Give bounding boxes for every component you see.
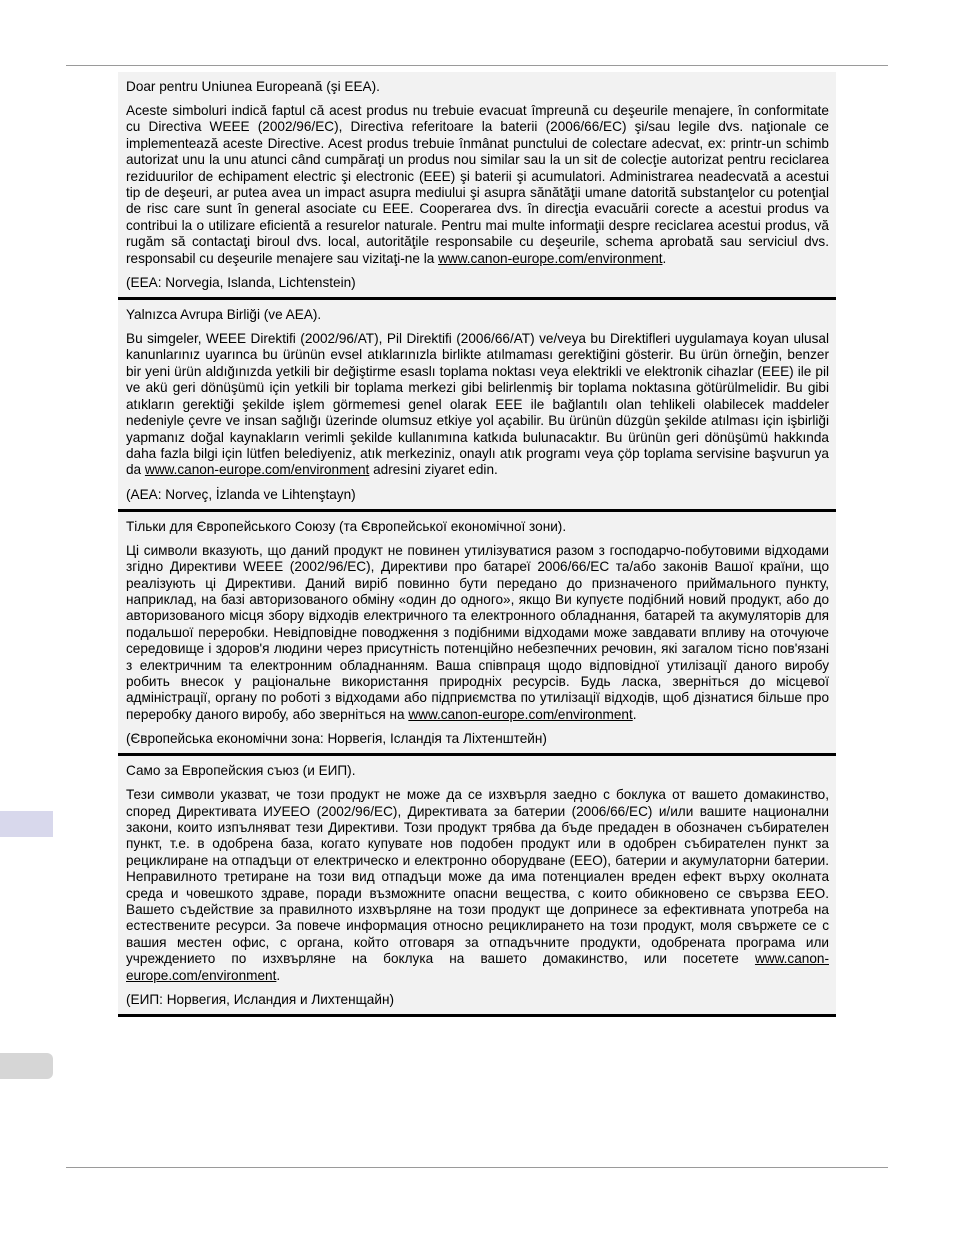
section-note: (Європейська економічни зона: Норвегія, Ісландія та Ліхтенштейн)	[126, 731, 547, 747]
section-body	[126, 103, 829, 267]
header-rule	[66, 65, 888, 66]
footer-rule	[66, 1167, 888, 1168]
section-body-end: adresini ziyaret edin.	[369, 462, 498, 478]
section-ukrainian	[118, 512, 836, 756]
section-body-text: Bu simgeler, WEEE Direktifi (2002/96/AT), Pil Direktifi (2006/66/AT) ve/veya bu Direktifleri uygulamaya koyan ulusal kanunlarınız uyarınca bu ürünün evsel atıklarınızla birlikte atılmaması gerektiğini gösterir. Bu ürün örneğin, benzer bir yeni ürün aldığınızda yetkili bir değiştirme esaslı toplama noktası veya elektrikli ve elektronik cihazlar (EEE) ile pil ve akü geri dönüşümü için yetkili bir toplama merkezi gibi belirlenmiş bir toplama noktasına götürülmelidir. Bu gibi atıkların gerektiği şekilde işlem görmemesi genel olarak EEE ile bağlantılı olan tehlikeli olabilecek maddeler nedeniyle çevre ve insan sağlığı üzerinde olumsuz etkiye yol açabilir. Bu ürünün düzgün şekilde atılması için işbirliği yapmanız doğal kaynakların verimli şekilde kullanımına katkıda bulunacaktır. Bu ürünün geri dönüşümü hakkında daha fazla bilgi için lütfen belediyeniz, atık merkeziniz, onaylı atık programı veya çöp toplama servisine başvurun ya da	[126, 331, 829, 478]
section-bulgarian	[118, 756, 836, 1017]
section-body-text: Aceste simboluri indică faptul că acest produs nu trebuie evacuat împreună cu deşeurile menajere, în conformitate cu Directiva WEEE (2002/96/EC), Directiva referitoare la baterii (2006/66/EC) şi/sau legile dvs. naţionale ce implementează aceste Directive. Acest produs trebuie înmânat punctului de colectare adecvat, ex: printr-un schimb autorizat unu la unu atunci când cumpăraţi un produs nou similar sau la un sit de colecţie autorizat pentru reciclarea reziduurilor de echipament electric şi electronic (EEE) şi baterii şi acumulatori. Administrarea neadecvată a acestui tip de deşeuri, ar putea avea un impact asupra mediului şi asupra sănătăţii umane datorită substanţelor cu potenţial de risc care sunt în general asociate cu EEE. Cooperarea dvs. în direcţia evacuării corecte a acestui produs va contribui la o utilizare eficientă a resurelor naturale. Pentru mai multe informaţii despre reciclarea acestui produs, vă rugăm să contactaţi biroul dvs. local, autorităţile responsabile cu deşeurile, schema aprobată sau serviciul dvs. responsabil cu deşeurile menajere sau vizitaţi-ne la	[126, 103, 829, 266]
environment-link[interactable]: www.canon-europe.com/environment	[438, 250, 663, 266]
section-turkish	[118, 300, 836, 512]
side-index-tab[interactable]	[0, 811, 53, 837]
section-body-end: .	[632, 706, 637, 722]
side-index-tab-secondary[interactable]	[0, 1053, 53, 1079]
section-title: Тільки для Європейського Союзу (та Європейської економічної зони).	[126, 518, 567, 534]
section-romanian	[118, 72, 836, 300]
content-area	[118, 72, 836, 1017]
section-body	[126, 543, 829, 723]
section-title: Само за Европейския съюз (и ЕИП).	[126, 763, 356, 779]
section-body-end: .	[276, 967, 281, 983]
section-note: (EEA: Norvegia, Islanda, Lichtenstein)	[126, 275, 356, 291]
section-body-text: Тези символи указват, че този продукт не може да се изхвърля заедно с боклука от вашето домакинство, според Директивата ИУЕЕО (2002/96/ЕС), Директивата за батерии (2006/66/ЕС) и/или вашите национални закони, които изпълняват тези Директиви. Този продукт трябва да бъде предаден в обозначен събирателен пункт, т.е. в одобрена база, когато купувате нов подобен продукт или в одобрен събирателен пункт за рециклиране на отпадъци от електрическо и електронно оборудване (ЕЕО), батерии и акумулаторни батерии. Неправилното третиране на този вид отпадъци може да има потенциален вреден ефект върху околната среда и човешкото здраве, поради възможните опасни вещества, с които обикновено се свързва ЕЕО. Вашето съдействие за правилното изхвърляне на този продукт ще допринесе за ефективната употреба на естествените ресурси. За повече информация относно рециклирането на този продукт, моля свържете се с вашия местен офис, с органа, който отговаря за отпадъчните продукти, одобрената програма или учреждението по изхвърляне на боклука на вашето домакинство, или посетете	[126, 787, 829, 967]
section-note: (AEA: Norveç, İzlanda ve Lihtenştayn)	[126, 486, 356, 502]
environment-link[interactable]: www.canon-europe.com/environment	[408, 706, 633, 722]
environment-link[interactable]: www.canon-europe.com/environment	[126, 951, 829, 983]
section-body	[126, 787, 829, 984]
section-body-end: .	[662, 250, 667, 266]
section-title: Yalnızca Avrupa Birliği (ve AEA).	[126, 307, 322, 323]
section-title: Doar pentru Uniunea Europeană (şi EEA).	[126, 79, 380, 94]
section-body-text: Ці символи вказують, що даний продукт не повинен утилізуватися разом з господарчо-побутовими відходами згідно Директиви WEEE (2002/96/EC), Директиви про батареї 2006/66/EC та/або законів Вашої країни, що реалізують ці Директиви. Даний виріб повинно бути передано до призначеного приймального пункту, наприклад, на базі авторизованого обміну «один до одного», якщо Ви купуєте подібний новий продукт, або до авторизованого місця збору відходів електричного та електронного обладнання, батарей та акумуляторів для подальшої переробки. Невідповідне поводження з подібними відходами може завдавати впливу на оточуюче середовище і здоров'я людини через присутність потенційно небезпечних речовин, які загалом тісно пов'язані з електричним та електронним обладнанням. Ваша співпраця щодо відповідної утилізації даного виробу робить внесок у раціональне використання природніх ресурсів. Будь ласка, зверніться до місцевої адміністрації, органу по роботі з відходами або підприємства по утилізації відходів, щоб дізнатися більше про переробку даного виробу, або зверніться на	[126, 542, 829, 722]
environment-link[interactable]: www.canon-europe.com/environment	[144, 462, 370, 478]
section-body	[126, 331, 829, 479]
section-note: (ЕИП: Норвегия, Исландия и Лихтенщайн)	[126, 992, 394, 1008]
